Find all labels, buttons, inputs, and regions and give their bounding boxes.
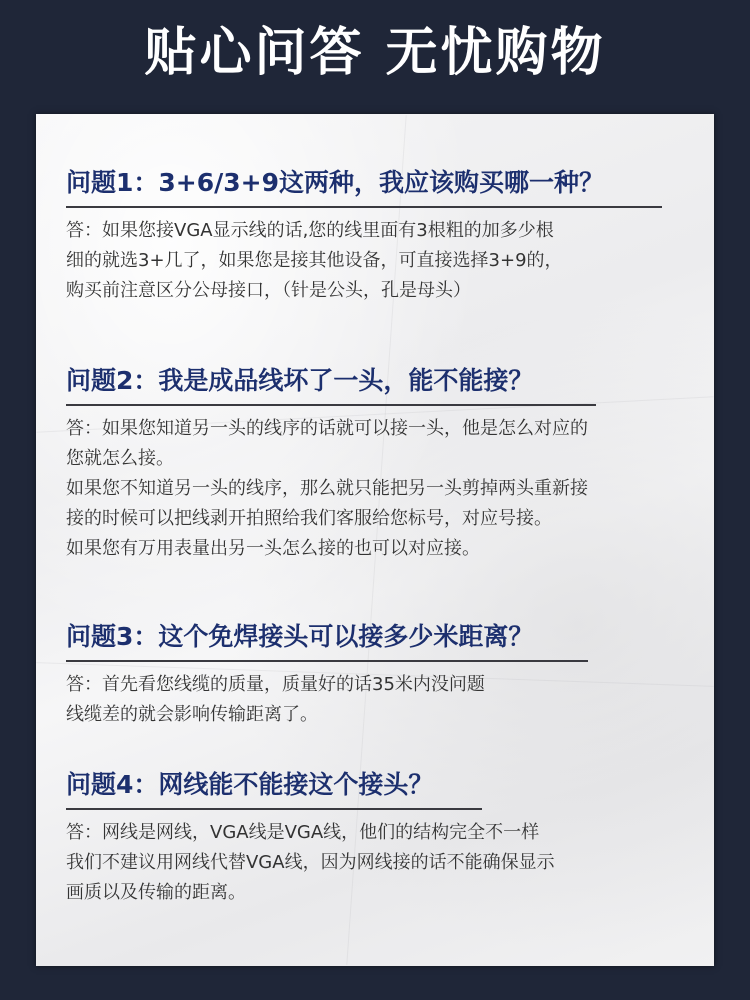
answer-text — [66, 216, 706, 306]
answer-line: 答：首先看您线缆的质量，质量好的话35米内没问题 — [66, 674, 485, 695]
answer-line: 答：如果您知道另一头的线序的话就可以接一头，他是怎么对应的 — [66, 418, 588, 439]
page-banner-title: 贴心问答 无忧购物 — [144, 23, 606, 83]
answer-line: 购买前注意区分公母接口，（针是公头，孔是母头） — [66, 280, 471, 301]
answer-text — [66, 818, 706, 908]
answer-text — [66, 670, 706, 730]
paper-card — [36, 114, 714, 966]
answer-line: 细的就选3+几了，如果您是接其他设备，可直接选择3+9的， — [66, 250, 563, 271]
qa-item-2 — [66, 362, 706, 564]
answer-text — [66, 414, 706, 564]
answer-line: 答：如果您接VGA显示线的话,您的线里面有3根粗的加多少根 — [66, 220, 554, 241]
question-heading: 问题3：这个免焊接头可以接多少米距离？ — [66, 622, 534, 651]
answer-line: 答：网线是网线，VGA线是VGA线，他们的结构完全不一样 — [66, 822, 540, 843]
divider-line — [66, 206, 662, 208]
qa-item-1 — [66, 164, 706, 306]
answer-line: 线缆差的就会影响传输距离了。 — [66, 704, 318, 725]
question-heading: 问题1：3+6/3+9这两种，我应该购买哪一种？ — [66, 168, 605, 197]
divider-line — [66, 404, 596, 406]
answer-line: 我们不建议用网线代替VGA线，因为网线接的话不能确保显示 — [66, 852, 555, 873]
divider-line — [66, 808, 482, 810]
answer-line: 您就怎么接。 — [66, 448, 174, 469]
qa-item-3 — [66, 618, 706, 730]
answer-line: 如果您不知道另一头的线序，那么就只能把另一头剪掉两头重新接 — [66, 478, 588, 499]
question-heading: 问题2：我是成品线坏了一头，能不能接？ — [66, 366, 534, 395]
answer-line: 如果您有万用表量出另一头怎么接的也可以对应接。 — [66, 538, 480, 559]
answer-line: 画质以及传输的距离。 — [66, 882, 246, 903]
divider-line — [66, 660, 588, 662]
qa-item-4 — [66, 766, 706, 908]
answer-line: 接的时候可以把线剥开拍照给我们客服给您标号，对应号接。 — [66, 508, 552, 529]
question-heading: 问题4：网线能不能接这个接头？ — [66, 770, 434, 799]
